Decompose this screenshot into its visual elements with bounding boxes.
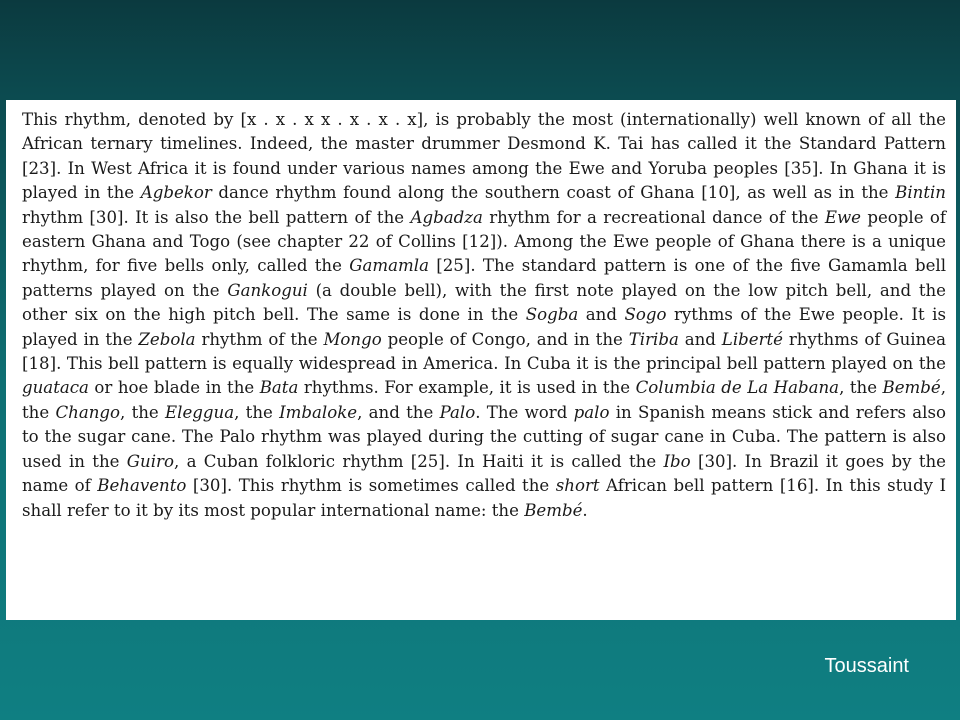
italic-term: Tiriba (628, 329, 679, 349)
text-run: , a Cuban folkloric rhythm [25]. In Haiti it is called the (173, 451, 664, 471)
text-run: This rhythm, denoted by [x . x . x x . x . x . x], is probably the most (internationally) well known of all the African ternary timelines. Indeed, the master drummer Desmond K. Tai has called it the Standard Pattern [23]. In West Africa it is found under various names among the Ewe and Yoruba peoples [35]. In Ghana it is played in the (22, 110, 946, 203)
italic-term: Liberté (721, 329, 783, 349)
italic-term: Palo (439, 402, 476, 422)
author-footer: Toussaint (824, 655, 909, 677)
italic-term: Chango (55, 402, 121, 422)
italic-term: Gankogui (227, 280, 308, 300)
italic-term: Behavento (97, 476, 187, 496)
text-run: , and the (357, 402, 440, 422)
italic-term: Bembé (524, 500, 583, 520)
italic-term: short (555, 476, 600, 496)
italic-term: guataca (22, 378, 89, 398)
text-run: , the (120, 402, 166, 422)
text-run: rhythm [30]. It is also the bell pattern of the (22, 207, 411, 227)
italic-term: Gamamla (349, 256, 429, 276)
text-run: in Spanish means stick and refers also to the sugar cane. The Palo rhythm was played during the cutting of sugar cane in Cuba. The pattern is also used in the (22, 402, 946, 471)
text-run: people of Congo, and in the (381, 329, 629, 349)
text-run: and (578, 305, 625, 325)
italic-term: Columbia de La Habana (635, 378, 840, 398)
text-run: African bell pattern [16]. In this study I shall refer to it by its most popular international name: the (22, 476, 947, 520)
text-run: [30]. This rhythm is sometimes called the (186, 476, 556, 496)
text-run: . (582, 500, 588, 520)
italic-term: Ibo (663, 451, 691, 471)
italic-term: Mongo (323, 329, 382, 349)
italic-term: Agbekor (140, 183, 212, 203)
italic-term: Bintin (895, 183, 946, 203)
italic-term: Bembé (882, 378, 941, 398)
text-run: , the (839, 378, 883, 398)
italic-term: Bata (259, 378, 299, 398)
text-run: and (678, 329, 722, 349)
italic-term: Sogo (624, 305, 667, 325)
body-paragraph (22, 108, 946, 523)
italic-term: Ewe (824, 207, 861, 227)
italic-term: palo (573, 402, 610, 422)
italic-term: Zebola (138, 329, 196, 349)
text-run: (a double bell), with the first note played on the low pitch bell, and the other six on the high pitch bell. The same is done in the (22, 280, 946, 325)
italic-term: Sogba (525, 305, 579, 325)
italic-term: Guiro (126, 451, 174, 471)
italic-term: Imbaloke (279, 402, 358, 422)
text-run: . The word (475, 402, 574, 422)
text-run: rhythms of Guinea [18]. This bell pattern is equally widespread in America. In Cuba it is the principal bell pattern played on the (22, 329, 946, 374)
text-run: people of eastern Ghana and Togo (see chapter 22 of Collins [12]). Among the Ewe people of Ghana there is a unique rhythm, for five bells only, called the (22, 207, 946, 276)
text-run: [25]. The standard pattern is one of the five Gamamla bell patterns played on the (22, 256, 947, 300)
text-run: rythms of the Ewe people. It is played in the (22, 305, 946, 349)
text-run: dance rhythm found along the southern coast of Ghana [10], as well as in the (211, 183, 896, 203)
italic-term: Eleggua (165, 402, 235, 422)
text-run: or hoe blade in the (88, 378, 260, 398)
text-run: rhythm of the (195, 329, 324, 349)
text-run: , the (234, 402, 280, 422)
text-run: , the (22, 378, 946, 422)
text-run: [30]. In Brazil it goes by the name of (22, 451, 946, 496)
text-run: rhythm for a recreational dance of the (482, 207, 825, 227)
text-run: rhythms. For example, it is used in the (298, 378, 636, 398)
italic-term: Agbadza (410, 207, 483, 227)
text-panel (6, 100, 956, 620)
